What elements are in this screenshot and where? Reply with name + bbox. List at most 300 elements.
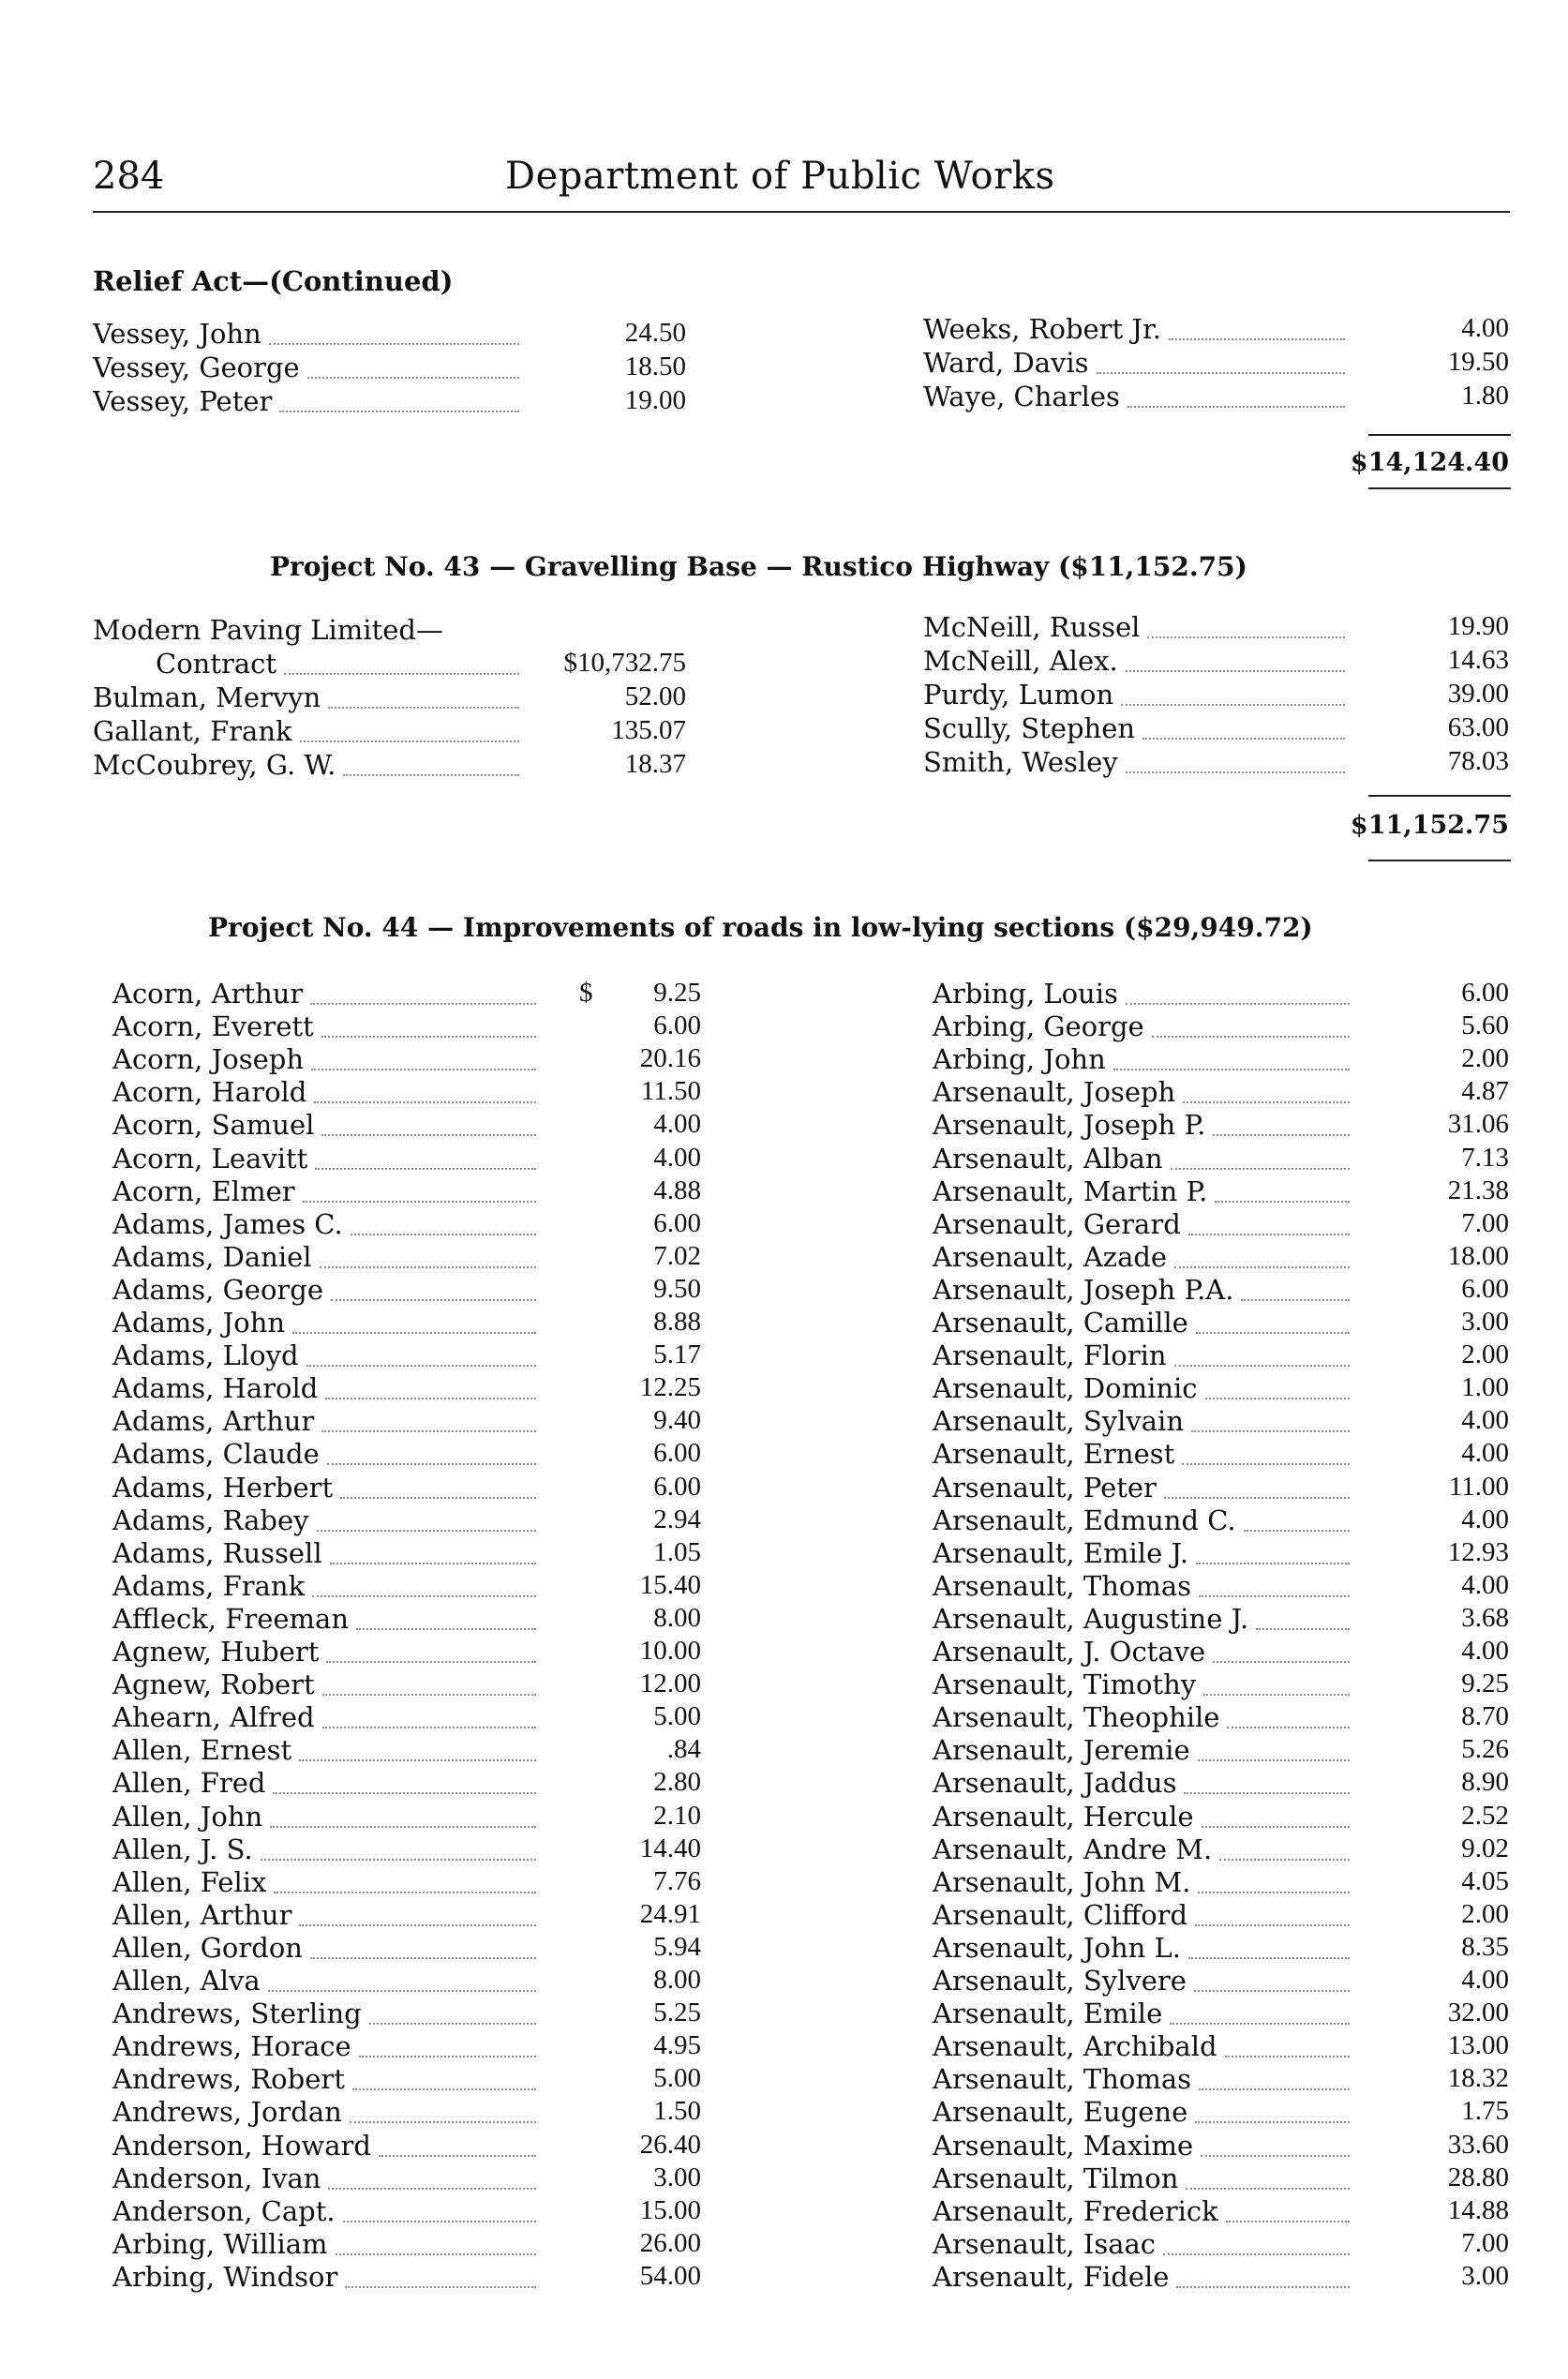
entry-name: Arsenault, Camille	[933, 1307, 1188, 1339]
entry-name: Arsenault, Jaddus	[933, 1767, 1177, 1800]
entry-name: Arsenault, Emile	[933, 1997, 1163, 2030]
entry-name: Arsenault, Tilmon	[933, 2162, 1179, 2194]
entry-name: Arbing, Louis	[933, 978, 1118, 1010]
entry-name: Vessey, John	[93, 318, 261, 350]
entry-name: Arsenault, Frederick	[933, 2194, 1218, 2227]
entry-name: Affleck, Freeman	[112, 1602, 350, 1635]
leader-dots	[1202, 1794, 1350, 1828]
entry-amount: 8.90	[1461, 1767, 1509, 1798]
leader-dots	[1184, 1760, 1350, 1794]
leader-dots	[1126, 971, 1350, 1005]
entry-amount: 3.00	[653, 2162, 701, 2192]
leader-dots	[1174, 1333, 1350, 1367]
entry-name: Acorn, Arthur	[112, 978, 304, 1010]
leader-dots	[274, 1860, 536, 1893]
entry-name: Arsenault, Jeremie	[933, 1734, 1190, 1767]
entry-amount: 9.25	[1461, 1668, 1509, 1699]
entry-amount: 26.00	[639, 2227, 701, 2258]
entry-amount: 12.25	[639, 1372, 701, 1403]
entry-name: Adams, Russell	[112, 1536, 322, 1569]
entry-amount: 10.00	[639, 1636, 701, 1666]
list-item	[933, 1570, 1514, 1602]
entry-amount: 20.16	[639, 1043, 701, 1074]
header-rule	[93, 211, 1510, 213]
leader-dots	[331, 1267, 536, 1301]
entry-amount: 19.00	[624, 385, 686, 415]
entry-name: Andrews, Jordan	[112, 2096, 342, 2129]
list-item	[933, 1241, 1514, 1273]
entry-name: Arsenault, Thomas	[933, 2063, 1192, 2096]
leader-dots	[284, 641, 519, 675]
entry-name: Arsenault, Martin P.	[933, 1175, 1208, 1207]
entry-amount: 1.05	[653, 1536, 701, 1567]
entry-name: Arsenault, John M.	[933, 1865, 1191, 1898]
entry-amount: 24.91	[639, 1898, 701, 1929]
leader-dots	[322, 1695, 536, 1728]
entry-amount: 4.00	[1461, 1504, 1509, 1534]
leader-dots	[328, 2156, 536, 2190]
entry-amount: 7.00	[1461, 2227, 1509, 2258]
leader-dots	[1121, 672, 1345, 706]
entry-name: Arsenault, Andre M.	[933, 1833, 1213, 1865]
leader-dots	[1215, 1169, 1350, 1203]
leader-dots	[1227, 1695, 1350, 1728]
leader-dots	[299, 1728, 536, 1761]
entry-name: Arsenault, Sylvere	[933, 1965, 1187, 1997]
entry-amount: 28.80	[1447, 2162, 1509, 2192]
leader-dots	[1183, 1070, 1350, 1103]
leader-dots	[273, 1760, 536, 1794]
entry-amount: 7.02	[653, 1240, 701, 1271]
entry-name: Weeks, Robert Jr.	[923, 313, 1161, 345]
entry-name: Arsenault, Timothy	[933, 1668, 1197, 1701]
entry-name: Adams, Lloyd	[112, 1339, 299, 1372]
entry-name: Vessey, Peter	[93, 385, 273, 417]
leader-dots	[1203, 1662, 1350, 1696]
leader-dots	[1176, 2254, 1350, 2288]
entry-amount: 6.00	[1461, 1273, 1509, 1304]
leader-dots	[1163, 2222, 1350, 2255]
entry-amount: 1.00	[1461, 1372, 1509, 1403]
leader-dots	[1213, 1102, 1350, 1136]
entry-amount: 5.25	[653, 1997, 701, 2028]
list-item	[933, 2162, 1514, 2194]
entry-name: Arsenault, Azade	[933, 1240, 1168, 1273]
entry-amount: 63.00	[1447, 712, 1509, 742]
leader-dots	[1241, 1267, 1350, 1301]
entry-amount: $10,732.75	[563, 648, 686, 678]
entry-amount: .84	[666, 1734, 701, 1765]
leader-dots	[1201, 2123, 1350, 2157]
entry-name: Arsenault, Eugene	[933, 2096, 1188, 2129]
leader-dots	[1174, 1234, 1350, 1268]
entry-amount: 18.37	[624, 749, 686, 779]
entry-amount: 8.35	[1461, 1931, 1509, 1962]
entry-amount: 3.68	[1461, 1602, 1509, 1633]
entry-amount: 15.00	[639, 2194, 701, 2225]
entry-name: Arsenault, Theophile	[933, 1701, 1220, 1734]
entry-amount: 6.00	[653, 1010, 701, 1041]
leader-dots	[328, 675, 519, 709]
entry-name: Bulman, Mervyn	[93, 681, 321, 713]
entry-name: Arsenault, Peter	[933, 1471, 1157, 1504]
leader-dots	[312, 1564, 536, 1597]
entry-amount: 15.40	[639, 1569, 701, 1600]
leader-dots	[321, 1399, 536, 1432]
leader-dots	[343, 2189, 536, 2222]
entry-name: Agnew, Robert	[112, 1668, 315, 1701]
leader-dots	[269, 311, 519, 345]
entry-amount: 2.10	[653, 1800, 701, 1831]
entry-name: Acorn, Elmer	[112, 1175, 295, 1207]
entry-name: Vessey, George	[93, 352, 300, 383]
project43-total-underline	[1368, 860, 1511, 861]
leader-dots	[322, 1662, 536, 1696]
entry-name: Adams, Herbert	[112, 1471, 334, 1504]
entry-name: Arsenault, Hercule	[933, 1800, 1194, 1833]
entry-name: Arsenault, John L.	[933, 1931, 1181, 1964]
leader-dots	[320, 1234, 536, 1268]
leader-dots	[1256, 1596, 1350, 1630]
leader-dots	[1199, 2057, 1350, 2090]
entry-name: Acorn, Samuel	[112, 1109, 315, 1142]
entry-amount: 19.90	[1447, 611, 1509, 641]
entry-amount: 6.00	[653, 1207, 701, 1238]
list-item	[933, 1472, 1514, 1504]
dollar-sign: $	[579, 978, 593, 1008]
leader-dots	[317, 1498, 536, 1532]
leader-dots	[321, 1102, 536, 1136]
leader-dots	[1169, 307, 1345, 340]
entry-name: Andrews, Robert	[112, 2063, 345, 2096]
entry-amount: 18.00	[1447, 1240, 1509, 1271]
entry-name: Allen, Gordon	[112, 1931, 303, 1964]
entry-amount: 11.50	[640, 1076, 701, 1107]
entry-name: Adams, Harold	[112, 1372, 319, 1405]
entry-amount: 4.00	[1461, 313, 1509, 343]
leader-dots	[279, 379, 519, 412]
entry-amount: 6.00	[1461, 978, 1509, 1008]
entry-name: Arsenault, Ernest	[933, 1438, 1175, 1471]
entry-name: Acorn, Joseph	[112, 1043, 304, 1076]
project43-total: $11,152.75	[1350, 811, 1509, 840]
entry-amount: 7.13	[1461, 1142, 1509, 1173]
entry-name: Arbing, William	[112, 2227, 328, 2260]
leader-dots	[330, 1531, 536, 1564]
entry-name: Arsenault, Joseph	[933, 1076, 1176, 1109]
entry-name: Adams, John	[112, 1307, 286, 1339]
leader-dots	[300, 709, 519, 742]
entry-amount: 2.00	[1461, 1339, 1509, 1370]
entry-amount: 9.02	[1461, 1833, 1509, 1863]
entry-name: Allen, J. S.	[112, 1833, 253, 1865]
leader-dots	[1188, 1925, 1350, 1959]
entry-amount: 18.50	[624, 352, 686, 382]
entry-amount: 8.88	[653, 1307, 701, 1337]
leader-dots	[1182, 1431, 1350, 1465]
entry-amount: 4.00	[1461, 1636, 1509, 1666]
entry-name: Arsenault, Thomas	[933, 1569, 1192, 1602]
leader-dots	[1225, 2024, 1350, 2057]
entry-name: Allen, Fred	[112, 1767, 266, 1800]
leader-dots	[1199, 1564, 1350, 1597]
entry-amount: 3.00	[1461, 1307, 1509, 1337]
entry-name: McNeill, Russel	[923, 611, 1141, 643]
leader-dots	[261, 1827, 536, 1861]
entry-amount: 5.26	[1461, 1734, 1509, 1765]
leader-dots	[1097, 340, 1345, 374]
leader-dots	[379, 2123, 536, 2157]
entry-amount: 1.75	[1461, 2096, 1509, 2127]
entry-name: Adams, James C.	[112, 1207, 343, 1240]
entry-amount: 18.32	[1447, 2063, 1509, 2094]
project43-title: Project No. 43 — Gravelling Base — Rustico Highway ($11,152.75)	[270, 551, 1247, 582]
entry-amount: 4.00	[1461, 1569, 1509, 1600]
list-item	[923, 381, 1514, 412]
entry-amount: 4.00	[1461, 1438, 1509, 1469]
entry-name: Contract	[156, 648, 277, 680]
entry-name: McNeill, Alex.	[923, 645, 1118, 677]
entry-amount: 4.87	[1461, 1076, 1509, 1107]
entry-amount: 4.05	[1461, 1865, 1509, 1896]
entry-name: Arsenault, Alban	[933, 1142, 1163, 1175]
entry-name: Arsenault, Dominic	[933, 1372, 1198, 1405]
entry-name: Anderson, Capt.	[112, 2194, 336, 2227]
entry-amount: 7.76	[653, 1865, 701, 1896]
entry-name: Scully, Stephen	[923, 712, 1136, 744]
leader-dots	[310, 971, 536, 1005]
entry-name: Anderson, Howard	[112, 2129, 371, 2162]
entry-amount: 8.00	[653, 1965, 701, 1995]
list-item	[933, 1997, 1514, 2029]
entry-name: Adams, George	[112, 1273, 323, 1306]
leader-dots	[1205, 1366, 1350, 1399]
entry-amount: 9.25	[653, 978, 701, 1008]
entry-amount: 13.00	[1447, 2030, 1509, 2061]
leader-dots	[343, 742, 519, 776]
leader-dots	[270, 1794, 536, 1828]
leader-dots	[314, 1070, 536, 1103]
entry-name: Acorn, Everett	[112, 1010, 314, 1043]
entry-amount: 1.80	[1461, 381, 1509, 411]
entry-name: Acorn, Harold	[112, 1076, 307, 1109]
entry-amount: 3.00	[1461, 2260, 1509, 2291]
entry-name: Arsenault, Sylvain	[933, 1405, 1185, 1438]
leader-dots	[1152, 1004, 1350, 1038]
leader-dots	[1219, 1827, 1350, 1861]
list-item	[933, 2261, 1514, 2293]
entry-name: Arsenault, Florin	[933, 1339, 1167, 1372]
entry-amount: 24.50	[624, 318, 686, 348]
entry-name: Agnew, Hubert	[112, 1636, 320, 1668]
leader-dots	[325, 1366, 536, 1399]
leader-dots	[1196, 1531, 1350, 1564]
relief-total-rule	[1368, 434, 1511, 436]
entry-amount: 54.00	[639, 2260, 701, 2291]
entry-name: Andrews, Horace	[112, 2030, 351, 2063]
entry-name: Allen, Felix	[112, 1865, 267, 1898]
leader-dots	[292, 1300, 536, 1334]
entry-amount: 4.95	[653, 2030, 701, 2061]
leader-dots	[311, 1037, 536, 1070]
leader-dots	[1196, 1300, 1350, 1334]
entry-amount: 4.00	[1461, 1965, 1509, 1995]
entry-name: Arbing, John	[933, 1043, 1106, 1076]
leader-dots	[1113, 1037, 1350, 1070]
leader-dots	[1188, 1202, 1350, 1235]
entry-amount: 31.06	[1447, 1109, 1509, 1140]
entry-amount: 19.50	[1447, 347, 1509, 377]
entry-name: Arsenault, Joseph P.A.	[933, 1273, 1234, 1306]
leader-dots	[369, 1991, 536, 2025]
entry-amount: 5.60	[1461, 1010, 1509, 1041]
entry-amount: 5.94	[653, 1931, 701, 1962]
entry-amount: 26.40	[639, 2129, 701, 2160]
entry-amount: 4.00	[653, 1109, 701, 1140]
leader-dots	[1244, 1498, 1350, 1532]
entry-amount: 4.88	[653, 1175, 701, 1205]
entry-amount: 14.88	[1447, 2194, 1509, 2225]
leader-dots	[327, 1431, 536, 1465]
list-item	[933, 1668, 1514, 1700]
leader-dots	[352, 2057, 536, 2090]
leader-dots	[268, 1958, 536, 1992]
entry-amount: 5.00	[653, 2063, 701, 2094]
leader-dots	[359, 2024, 536, 2057]
leader-dots	[1226, 2189, 1350, 2222]
entry-amount: 33.60	[1447, 2129, 1509, 2160]
relief-title: Relief Act—(Continued)	[93, 265, 454, 297]
entry-name: Waye, Charles	[923, 381, 1120, 412]
entry-amount: 14.63	[1447, 645, 1509, 675]
entry-amount: 2.52	[1461, 1800, 1509, 1831]
leader-dots	[310, 1925, 536, 1959]
entry-amount: 12.93	[1447, 1536, 1509, 1567]
entry-amount: 78.03	[1447, 746, 1509, 776]
entry-name: Gallant, Frank	[93, 715, 292, 747]
leader-dots	[1186, 2156, 1350, 2190]
project43-total-rule	[1368, 795, 1511, 797]
entry-name: Smith, Wesley	[923, 746, 1118, 778]
entry-name: Arsenault, Maxime	[933, 2129, 1194, 2162]
leader-dots	[1195, 2089, 1350, 2123]
entry-name: Adams, Daniel	[112, 1240, 312, 1273]
entry-name: Arsenault, J. Octave	[933, 1636, 1206, 1668]
entry-name: Adams, Claude	[112, 1438, 320, 1471]
entry-amount: 8.00	[653, 1602, 701, 1633]
entry-name: Andrews, Sterling	[112, 1997, 362, 2030]
entry-name: Arbing, Windsor	[112, 2260, 338, 2293]
entry-name: Allen, Ernest	[112, 1734, 292, 1767]
entry-name: Arsenault, Isaac	[933, 2227, 1157, 2260]
leader-dots	[1198, 1728, 1350, 1761]
entry-name: Allen, Alva	[112, 1965, 261, 1997]
entry-name: McCoubrey, G. W.	[93, 749, 336, 781]
leader-dots	[1126, 740, 1345, 773]
list-item	[112, 2261, 703, 2293]
leader-dots	[306, 1333, 536, 1367]
project44-title: Project No. 44 — Improvements of roads in low-lying sections ($29,949.72)	[208, 912, 1313, 943]
leader-dots	[340, 1465, 536, 1499]
entry-amount: 7.00	[1461, 1207, 1509, 1238]
leader-dots	[1198, 1860, 1350, 1893]
leader-dots	[336, 2222, 536, 2255]
entry-name: Arsenault, Joseph P.	[933, 1109, 1206, 1142]
leader-dots	[1126, 638, 1345, 672]
leader-dots	[1170, 1991, 1350, 2025]
entry-name: Adams, Arthur	[112, 1405, 315, 1438]
list-item	[923, 746, 1514, 778]
leader-dots	[326, 1629, 536, 1663]
entry-amount: 2.00	[1461, 1043, 1509, 1074]
entry-name: Arsenault, Edmund C.	[933, 1504, 1236, 1536]
entry-name: Arsenault, Emile J.	[933, 1536, 1189, 1569]
entry-name: Arsenault, Clifford	[933, 1898, 1188, 1931]
page-number: 284	[93, 155, 165, 198]
leader-dots	[321, 1004, 536, 1038]
leader-dots	[1171, 1136, 1350, 1170]
leader-dots	[1195, 1893, 1350, 1926]
entry-amount: 6.00	[653, 1471, 701, 1502]
page-title: Department of Public Works	[505, 155, 1055, 198]
entry-name: Purdy, Lumon	[923, 679, 1114, 711]
entry-amount: 11.00	[1448, 1471, 1509, 1502]
leader-dots	[303, 1169, 536, 1203]
list-item	[93, 749, 693, 781]
entry-amount: 135.07	[611, 715, 686, 745]
entry-name: Modern Paving Limited—	[93, 614, 443, 646]
list-item	[93, 385, 693, 417]
entry-amount: 2.00	[1461, 1898, 1509, 1929]
entry-amount: 6.00	[653, 1438, 701, 1469]
entry-name: Arsenault, Archibald	[933, 2030, 1217, 2063]
entry-amount: 4.00	[1461, 1405, 1509, 1436]
relief-total-underline	[1368, 487, 1511, 489]
leader-dots	[356, 1596, 536, 1630]
leader-dots	[1164, 1465, 1350, 1499]
entry-amount: 9.40	[653, 1405, 701, 1436]
leader-dots	[1194, 1958, 1350, 1992]
entry-amount: 8.70	[1461, 1701, 1509, 1732]
entry-name: Ahearn, Alfred	[112, 1701, 315, 1734]
leader-dots	[315, 1136, 536, 1170]
entry-amount: 5.00	[653, 1701, 701, 1732]
relief-total: $14,124.40	[1350, 448, 1509, 477]
entry-amount: 9.50	[653, 1273, 701, 1304]
entry-name: Arsenault, Gerard	[933, 1207, 1181, 1240]
entry-amount: 52.00	[624, 681, 686, 711]
entry-name: Allen, Arthur	[112, 1898, 292, 1931]
page-header	[93, 155, 1510, 202]
entry-name: Allen, John	[112, 1800, 263, 1833]
leader-dots	[1147, 605, 1345, 638]
entry-amount: 5.17	[653, 1339, 701, 1370]
entry-amount: 21.38	[1447, 1175, 1509, 1205]
entry-name: Ward, Davis	[923, 347, 1089, 379]
leader-dots	[299, 1893, 536, 1926]
leader-dots	[1142, 706, 1345, 740]
entry-name: Arsenault, Fidele	[933, 2260, 1170, 2293]
entry-amount: 4.00	[653, 1142, 701, 1173]
entry-amount: 32.00	[1447, 1997, 1509, 2028]
leader-dots	[351, 1202, 536, 1235]
leader-dots	[1127, 374, 1345, 408]
entry-amount: 2.94	[653, 1504, 701, 1534]
leader-dots	[307, 345, 519, 379]
leader-dots	[350, 2089, 536, 2123]
entry-amount: 14.40	[639, 1833, 701, 1863]
entry-name: Adams, Frank	[112, 1569, 306, 1602]
